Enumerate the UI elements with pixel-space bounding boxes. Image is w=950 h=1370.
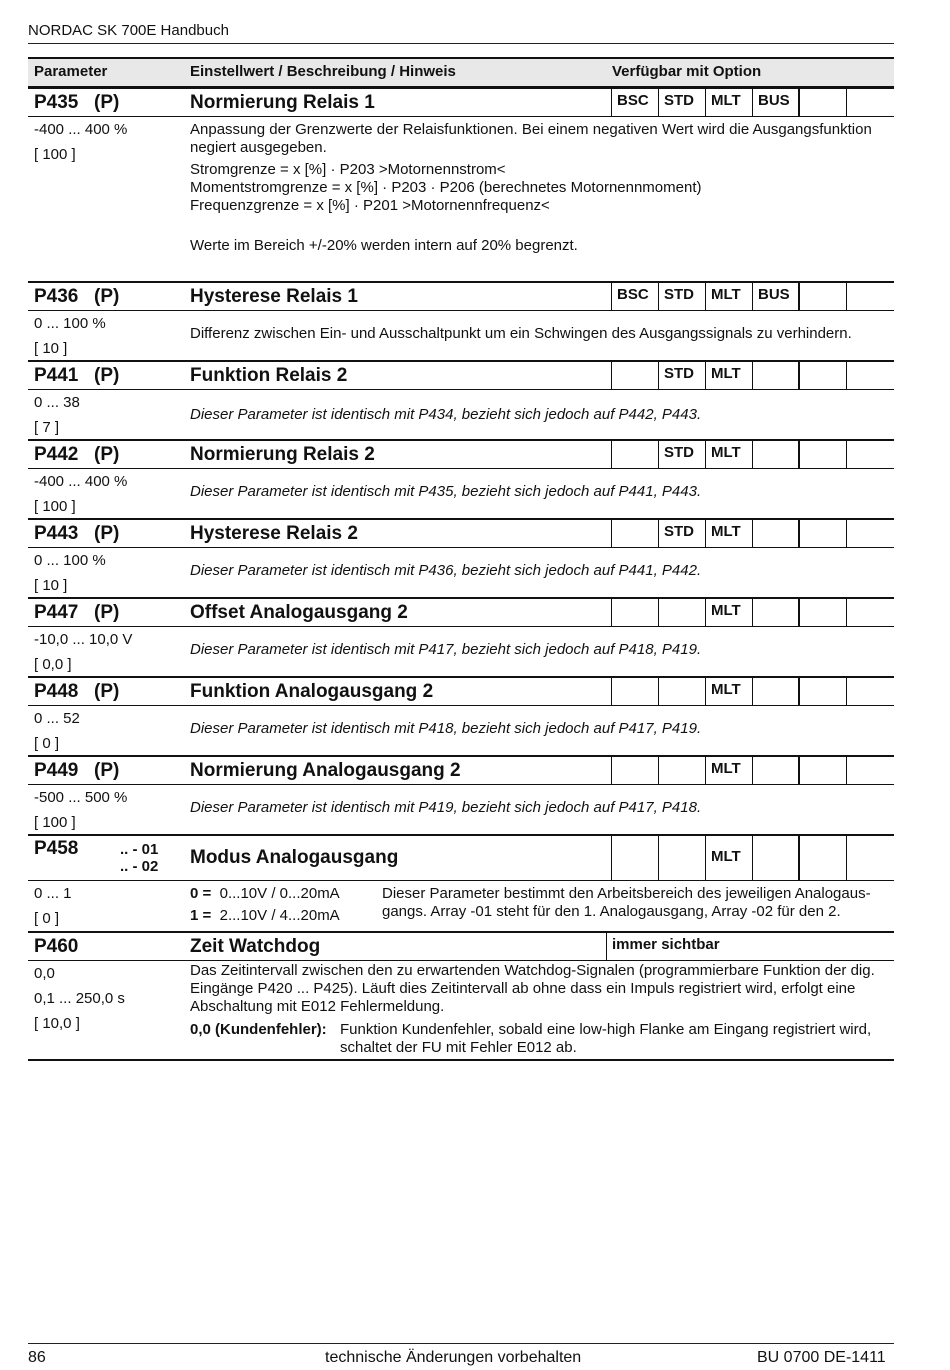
option-mlt: MLT [706, 283, 753, 310]
param-block-p442 [28, 439, 894, 518]
option-empty [800, 836, 847, 880]
param-tag: (P) [94, 522, 120, 544]
formula-torque: Momentstromgrenze = x [%] · P203 · P206 (berechnetes Motornennmoment) [190, 179, 702, 196]
option-empty [612, 757, 659, 784]
param-tag: (P) [94, 91, 120, 113]
param-number: P460 [34, 935, 79, 957]
option-empty [659, 836, 706, 880]
option-empty [847, 757, 894, 784]
param-number: P442 [34, 443, 79, 465]
option-empty [800, 678, 847, 705]
footer-rule [28, 1343, 894, 1344]
param-tag: (P) [94, 601, 120, 623]
param-tag: (P) [94, 759, 120, 781]
value-meaning: 0...10V / 0...20mA [219, 885, 340, 902]
option-cells [611, 520, 894, 547]
col-availability: Verfügbar mit Option [612, 63, 762, 80]
default-value: [ 0 ] [34, 735, 60, 752]
param-title: Offset Analogausgang 2 [190, 601, 408, 623]
option-empty [847, 441, 894, 468]
param-title: Funktion Analogausgang 2 [190, 680, 434, 702]
default-value: [ 0 ] [34, 910, 60, 927]
param-block-p435 [28, 87, 894, 281]
option-bsc: BSC [612, 89, 659, 116]
option-empty [612, 362, 659, 389]
param-description: Dieser Parameter ist identisch mit P435, bezieht sich jedoch auf P441, P443. [190, 483, 702, 500]
param-title: Zeit Watchdog [190, 935, 321, 957]
option-empty [612, 599, 659, 626]
param-tag: (P) [94, 285, 120, 307]
value-key: 0,0 (Kundenfehler): [190, 1021, 327, 1038]
option-std: STD [659, 441, 706, 468]
parameter-table [28, 57, 894, 1061]
param-title: Funktion Relais 2 [190, 364, 348, 386]
option-mlt: MLT [706, 836, 753, 880]
param-tag: (P) [94, 364, 120, 386]
option-empty [847, 362, 894, 389]
default-value: [ 0,0 ] [34, 656, 72, 673]
param-title: Hysterese Relais 2 [190, 522, 358, 544]
option-empty [612, 836, 659, 880]
col-parameter: Parameter [34, 63, 108, 80]
value-range: -400 ... 400 % [34, 473, 128, 490]
option-empty [612, 520, 659, 547]
value-range: 0 ... 1 [34, 885, 72, 902]
availability-note: immer sichtbar [606, 933, 894, 960]
option-bus: BUS [753, 89, 800, 116]
column-header-row [28, 57, 894, 87]
option-empty [800, 89, 847, 116]
header-rule [28, 43, 894, 44]
param-block-p436 [28, 281, 894, 360]
option-empty [659, 678, 706, 705]
param-number: P435 [34, 91, 79, 113]
option-mlt: MLT [706, 599, 753, 626]
option-bsc: BSC [612, 283, 659, 310]
option-empty [753, 836, 800, 880]
option-empty [659, 599, 706, 626]
option-empty [753, 678, 800, 705]
option-empty [800, 362, 847, 389]
option-mlt: MLT [706, 441, 753, 468]
option-empty [753, 757, 800, 784]
value-range: 0 ... 100 % [34, 315, 106, 332]
option-cells [611, 441, 894, 468]
param-block-p458 [28, 834, 894, 931]
option-empty [800, 757, 847, 784]
option-empty [800, 599, 847, 626]
param-description: Dieser Parameter ist identisch mit P436, bezieht sich jedoch auf P441, P442. [190, 562, 702, 579]
param-block-p443 [28, 518, 894, 597]
col-description: Einstellwert / Beschreibung / Hinweis [190, 63, 456, 80]
default-value: [ 10,0 ] [34, 1015, 80, 1032]
param-number: P443 [34, 522, 79, 544]
param-block-p449 [28, 755, 894, 834]
param-block-p441 [28, 360, 894, 439]
param-number: P447 [34, 601, 79, 623]
option-cells [611, 836, 894, 880]
value-range: -400 ... 400 % [34, 121, 128, 138]
option-empty [753, 599, 800, 626]
value-range: 0 ... 38 [34, 394, 80, 411]
option-bus: BUS [753, 283, 800, 310]
value-range: -10,0 ... 10,0 V [34, 631, 133, 648]
footer-notice: technische Änderungen vorbehalten [325, 1349, 582, 1366]
option-std: STD [659, 520, 706, 547]
param-block-p448 [28, 676, 894, 755]
option-empty [847, 599, 894, 626]
option-empty [847, 89, 894, 116]
option-empty [659, 757, 706, 784]
option-empty [800, 441, 847, 468]
param-description: Anpassung der Grenzwerte der Relaisfunktionen. Bei einem negativen Wert wird die Ausgangsfunktion negiert ausgegeben. [190, 121, 872, 156]
formula-frequency: Frequenzgrenze = x [%] · P201 >Motornennfrequenz< [190, 197, 550, 214]
param-description: Dieser Parameter ist identisch mit P419, bezieht sich jedoch auf P417, P418. [190, 799, 702, 816]
param-title: Hysterese Relais 1 [190, 285, 358, 307]
option-std: STD [659, 283, 706, 310]
array-index-02: .. - 02 [120, 858, 159, 875]
option-mlt: MLT [706, 678, 753, 705]
value-key: 1 = [190, 907, 212, 924]
param-number: P436 [34, 285, 79, 307]
option-empty [847, 283, 894, 310]
param-description: Differenz zwischen Ein- und Ausschaltpunkt um ein Schwingen des Ausgangssignals zu verhindern. [190, 325, 852, 342]
param-title: Normierung Relais 1 [190, 91, 375, 113]
option-empty [847, 836, 894, 880]
option-cells [611, 678, 894, 705]
param-description: Dieser Parameter ist identisch mit P434, bezieht sich jedoch auf P442, P443. [190, 406, 702, 423]
param-description: Dieser Parameter ist identisch mit P417, bezieht sich jedoch auf P418, P419. [190, 641, 702, 658]
array-index-01: .. - 01 [120, 841, 159, 858]
option-cells [611, 757, 894, 784]
option-empty [753, 520, 800, 547]
param-title: Modus Analogausgang [190, 847, 399, 868]
option-empty [612, 441, 659, 468]
param-number: P441 [34, 364, 79, 386]
page-number: 86 [28, 1349, 46, 1366]
option-mlt: MLT [706, 362, 753, 389]
option-std: STD [659, 362, 706, 389]
page-header-title: NORDAC SK 700E Handbuch [28, 22, 229, 39]
option-mlt: MLT [706, 89, 753, 116]
option-empty [847, 678, 894, 705]
option-empty [753, 441, 800, 468]
special-value: 0,0 [34, 965, 55, 982]
option-mlt: MLT [706, 757, 753, 784]
param-description: Dieser Parameter bestimmt den Arbeitsbereich des jeweiligen Analogaus-gangs. Array -01 steht für den 1. Analogausgang, Array -02 für den 2. [382, 885, 871, 920]
default-value: [ 10 ] [34, 340, 68, 357]
option-empty [847, 520, 894, 547]
param-description: Das Zeitintervall zwischen den zu erwartenden Watchdog-Signalen (programmierbare Funktion der dig. Eingänge P420 ... P425). Läuft dies Zeitintervall ab ohne dass ein Impuls registriert wird, erfolgt eine Abschaltung mit E012 Fehlermeldung. [190, 962, 875, 1015]
option-cells [611, 283, 894, 310]
option-empty [612, 678, 659, 705]
value-range: -500 ... 500 % [34, 789, 128, 806]
option-empty [800, 283, 847, 310]
value-key: 0 = [190, 885, 212, 902]
param-title: Normierung Analogausgang 2 [190, 759, 461, 781]
param-note: Werte im Bereich +/-20% werden intern auf 20% begrenzt. [190, 237, 578, 254]
default-value: [ 10 ] [34, 577, 68, 594]
option-empty [753, 362, 800, 389]
option-cells [611, 89, 894, 116]
param-block-p447 [28, 597, 894, 676]
value-meaning: Funktion Kundenfehler, sobald eine low-high Flanke am Eingang registriert wird, schaltet der FU mit Fehler E012 ab. [340, 1021, 872, 1056]
default-value: [ 7 ] [34, 419, 60, 436]
value-range: 0 ... 100 % [34, 552, 106, 569]
param-tag: (P) [94, 443, 120, 465]
value-range: 0,1 ... 250,0 s [34, 990, 125, 1007]
param-number: P458 [34, 838, 79, 859]
document-number: BU 0700 DE-1411 [757, 1349, 886, 1366]
option-empty [800, 520, 847, 547]
param-block-p460 [28, 931, 894, 1061]
option-std: STD [659, 89, 706, 116]
value-range: 0 ... 52 [34, 710, 80, 727]
option-cells [611, 362, 894, 389]
param-number: P449 [34, 759, 79, 781]
param-number: P448 [34, 680, 79, 702]
default-value: [ 100 ] [34, 498, 76, 515]
formula-current: Stromgrenze = x [%] · P203 >Motornennstrom< [190, 161, 506, 178]
option-cells [611, 599, 894, 626]
default-value: [ 100 ] [34, 814, 76, 831]
option-mlt: MLT [706, 520, 753, 547]
param-title: Normierung Relais 2 [190, 443, 375, 465]
value-meaning: 2...10V / 4...20mA [219, 907, 340, 924]
param-tag: (P) [94, 680, 120, 702]
default-value: [ 100 ] [34, 146, 76, 163]
param-description: Dieser Parameter ist identisch mit P418, bezieht sich jedoch auf P417, P419. [190, 720, 702, 737]
